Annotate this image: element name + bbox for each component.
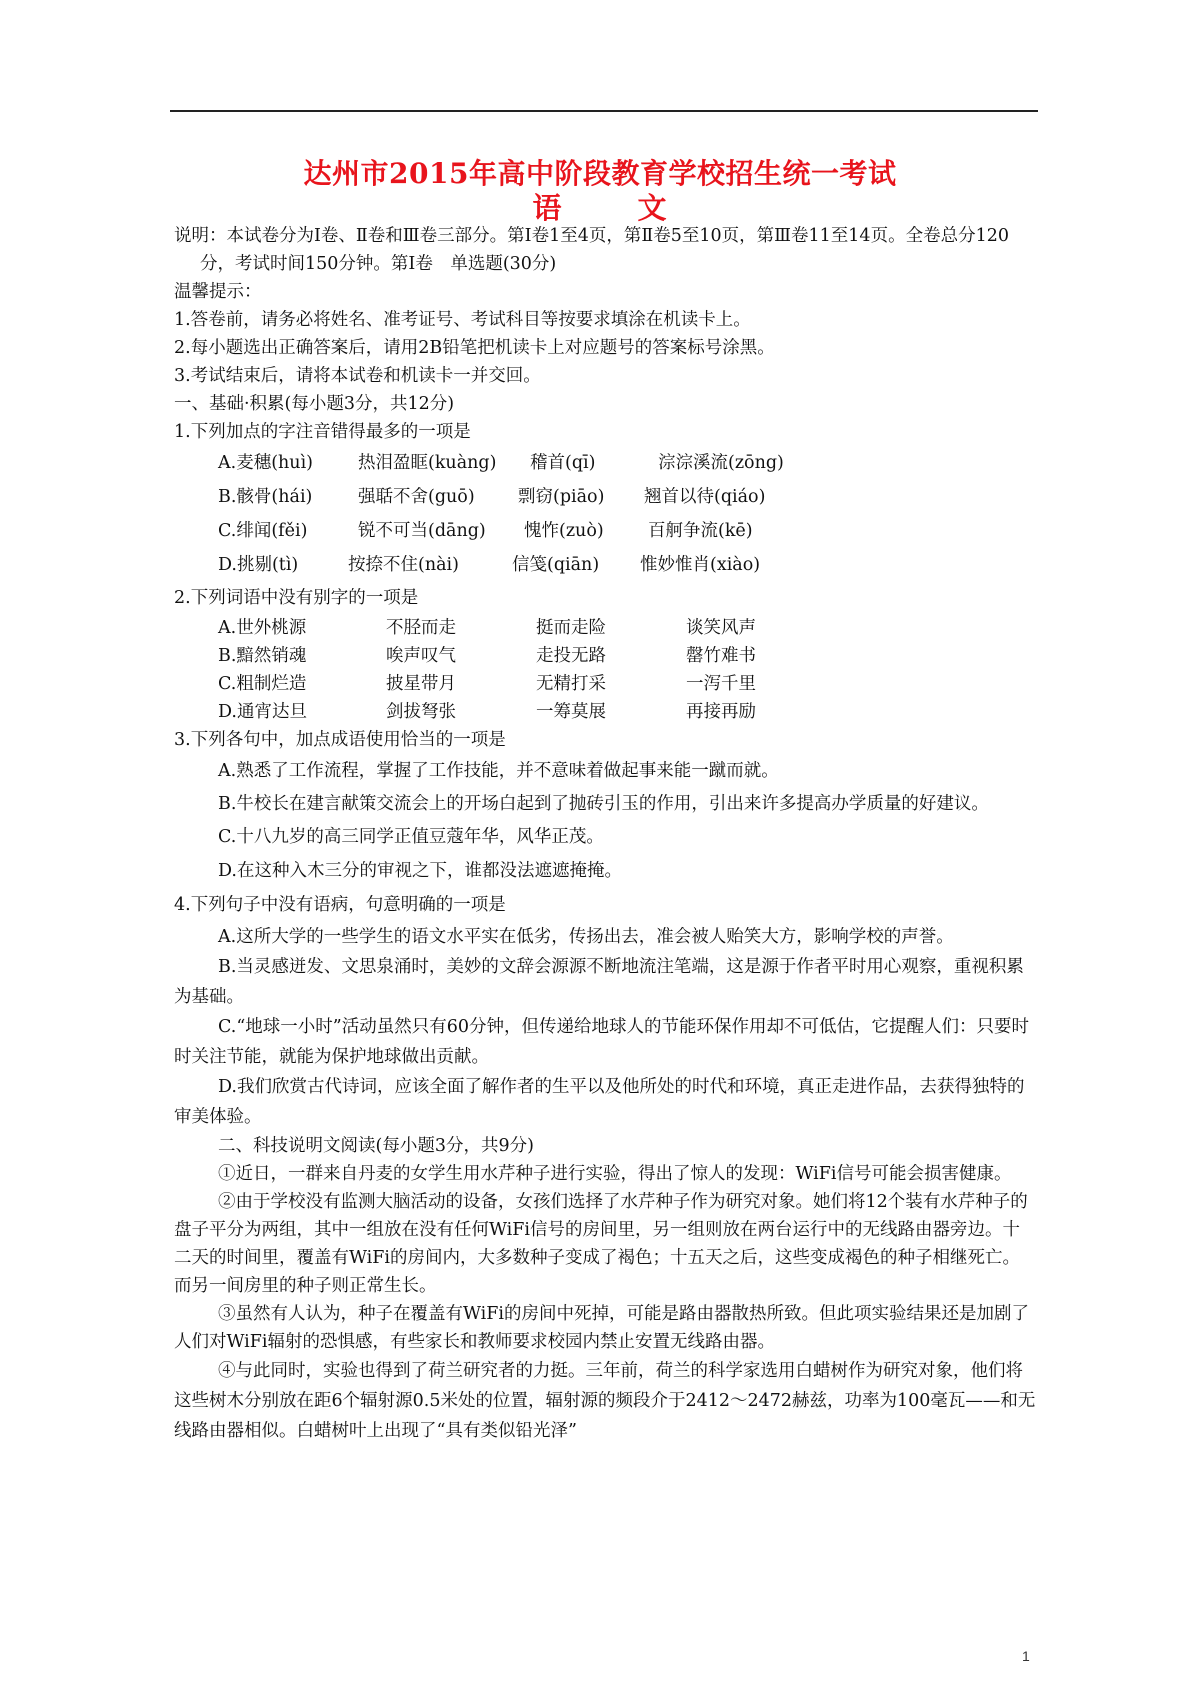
section-heading: 二、科技说明文阅读(每小题3分，共9分) bbox=[218, 1136, 534, 1156]
option-item: 罄竹难书 bbox=[686, 646, 756, 666]
question-stem: 3.下列各句中，加点成语使用恰当的一项是 bbox=[174, 730, 506, 750]
option-item: C.绯闻(fěi) bbox=[218, 521, 308, 541]
exam-instructions: 说明：本试卷分为Ⅰ卷、Ⅱ卷和Ⅲ卷三部分。第Ⅰ卷1至4页，第Ⅱ卷5至10页，第Ⅲ卷11至14页。全卷总分120分，考试时间150分钟。第Ⅰ卷 单选题(30分) bbox=[174, 226, 1009, 274]
option-item: 剽窃(piāo) bbox=[518, 487, 605, 507]
question-option: B.当灵感迸发、文思泉涌时，美妙的文辞会源源不断地流注笔端，这是源于作者平时用心观察，重视积累为基础。 bbox=[174, 957, 1024, 1007]
exam-content bbox=[174, 222, 1036, 1446]
question-option bbox=[174, 548, 1036, 582]
option-item: 按捺不住(nài) bbox=[348, 555, 459, 575]
option-item: 锐不可当(dāng) bbox=[358, 521, 486, 541]
question-stem: 1.下列加点的字注音错得最多的一项是 bbox=[174, 422, 471, 442]
option-item: 强聒不舍(guō) bbox=[358, 487, 475, 507]
question-option: A.这所大学的一些学生的语文水平实在低劣，传扬出去，准会被人贻笑大方，影响学校的声誉。 bbox=[218, 927, 954, 947]
question-option: D.我们欣赏古代诗词，应该全面了解作者的生平以及他所处的时代和环境，真正走进作品，去获得独特的审美体验。 bbox=[174, 1077, 1025, 1127]
question-option: C.“地球一小时”活动虽然只有60分钟，但传递给地球人的节能环保作用却不可低估，它提醒人们：只要时时关注节能，就能为保护地球做出贡献。 bbox=[174, 1017, 1029, 1067]
subject-title: 语 文 bbox=[532, 191, 668, 225]
question-option: B.牛校长在建言献策交流会上的开场白起到了抛砖引玉的作用，引出来许多提高办学质量的好建议。 bbox=[218, 794, 989, 814]
option-item: 惟妙惟肖(xiào) bbox=[640, 555, 761, 575]
tip-item: 2.每小题选出正确答案后，请用2B铅笔把机读卡上对应题号的答案标号涂黑。 bbox=[174, 338, 775, 358]
article-paragraph: ②由于学校没有监测大脑活动的设备，女孩们选择了水芹种子作为研究对象。她们将12个装有水芹种子的盘子平分为两组，其中一组放在没有任何WiFi信号的房间里，另一组则放在两台运行中的无线路由器旁边。十二天的时间里，覆盖有WiFi的房间内，大多数种子变成了褐色；十五天之后，这些变成褐色的种子相继死亡。而另一间房里的种子则正常生长。 bbox=[174, 1192, 1028, 1296]
question-option: A.熟悉了工作流程，掌握了工作技能，并不意味着做起事来能一蹴而就。 bbox=[218, 761, 779, 781]
option-item: 热泪盈眶(kuàng) bbox=[358, 453, 497, 473]
option-item: D.挑剔(tì) bbox=[218, 555, 299, 575]
option-item: 稽首(qī) bbox=[530, 453, 596, 473]
section-heading: 一、基础·积累(每小题3分，共12分) bbox=[174, 394, 455, 414]
question-option bbox=[174, 480, 1036, 514]
exam-title: 达州市2015年高中阶段教育学校招生统一考试 bbox=[303, 157, 897, 190]
question-option: C.十八九岁的高三同学正值豆蔻年华，风华正茂。 bbox=[218, 827, 604, 847]
option-item: 无精打采 bbox=[536, 674, 606, 694]
article-paragraph: ③虽然有人认为，种子在覆盖有WiFi的房间中死掉，可能是路由器散热所致。但此项实验结果还是加剧了人们对WiFi辐射的恐惧感，有些家长和教师要求校园内禁止安置无线路由器。 bbox=[174, 1304, 1030, 1352]
question-option bbox=[174, 514, 1036, 548]
tip-item: 3.考试结束后，请将本试卷和机读卡一并交回。 bbox=[174, 366, 541, 386]
option-item: 淙淙溪流(zōng) bbox=[658, 453, 784, 473]
question-option: D.在这种入木三分的审视之下，谁都没法遮遮掩掩。 bbox=[218, 861, 622, 881]
option-item: 一泻千里 bbox=[686, 674, 756, 694]
page-number: 1 bbox=[1022, 1648, 1030, 1664]
question-option bbox=[174, 614, 1036, 642]
option-item: 不胫而走 bbox=[386, 618, 456, 638]
option-item: A.麦穗(huì) bbox=[218, 453, 313, 473]
option-item: 愧怍(zuò) bbox=[524, 521, 604, 541]
option-item: B.骸骨(hái) bbox=[218, 487, 313, 507]
tips-title: 温馨提示： bbox=[174, 282, 262, 302]
option-item: 唉声叹气 bbox=[386, 646, 456, 666]
option-item: 披星带月 bbox=[386, 674, 456, 694]
question-stem: 2.下列词语中没有别字的一项是 bbox=[174, 588, 419, 608]
article-paragraph: ④与此同时，实验也得到了荷兰研究者的力挺。三年前，荷兰的科学家选用白蜡树作为研究对象，他们将这些树木分别放在距6个辐射源0.5米处的位置，辐射源的频段介于2412～2472赫兹，功率为100毫瓦——和无线路由器相似。白蜡树叶上出现了“具有类似铅光泽” bbox=[174, 1361, 1036, 1441]
option-item: A.世外桃源 bbox=[218, 618, 307, 638]
option-item: 走投无路 bbox=[536, 646, 606, 666]
question-stem: 4.下列句子中没有语病，句意明确的一项是 bbox=[174, 895, 506, 915]
question-option bbox=[174, 698, 1036, 726]
option-item: 百舸争流(kē) bbox=[648, 521, 753, 541]
question-option bbox=[174, 670, 1036, 698]
option-item: 翘首以待(qiáo) bbox=[644, 487, 766, 507]
tip-item: 1.答卷前，请务必将姓名、准考证号、考试科目等按要求填涂在机读卡上。 bbox=[174, 310, 751, 330]
question-option bbox=[174, 446, 1036, 480]
question-option bbox=[174, 642, 1036, 670]
option-item: B.黯然销魂 bbox=[218, 646, 307, 666]
option-item: C.粗制烂造 bbox=[218, 674, 307, 694]
option-item: 挺而走险 bbox=[536, 618, 606, 638]
option-item: 再接再励 bbox=[686, 702, 756, 722]
option-item: D.通宵达旦 bbox=[218, 702, 307, 722]
option-item: 谈笑风声 bbox=[686, 618, 756, 638]
article-paragraph: ①近日，一群来自丹麦的女学生用水芹种子进行实验，得出了惊人的发现：WiFi信号可能会损害健康。 bbox=[218, 1164, 1012, 1184]
header-rule bbox=[170, 110, 1038, 112]
option-item: 信笺(qiān) bbox=[512, 555, 600, 575]
option-item: 剑拔弩张 bbox=[386, 702, 456, 722]
option-item: 一筹莫展 bbox=[536, 702, 606, 722]
